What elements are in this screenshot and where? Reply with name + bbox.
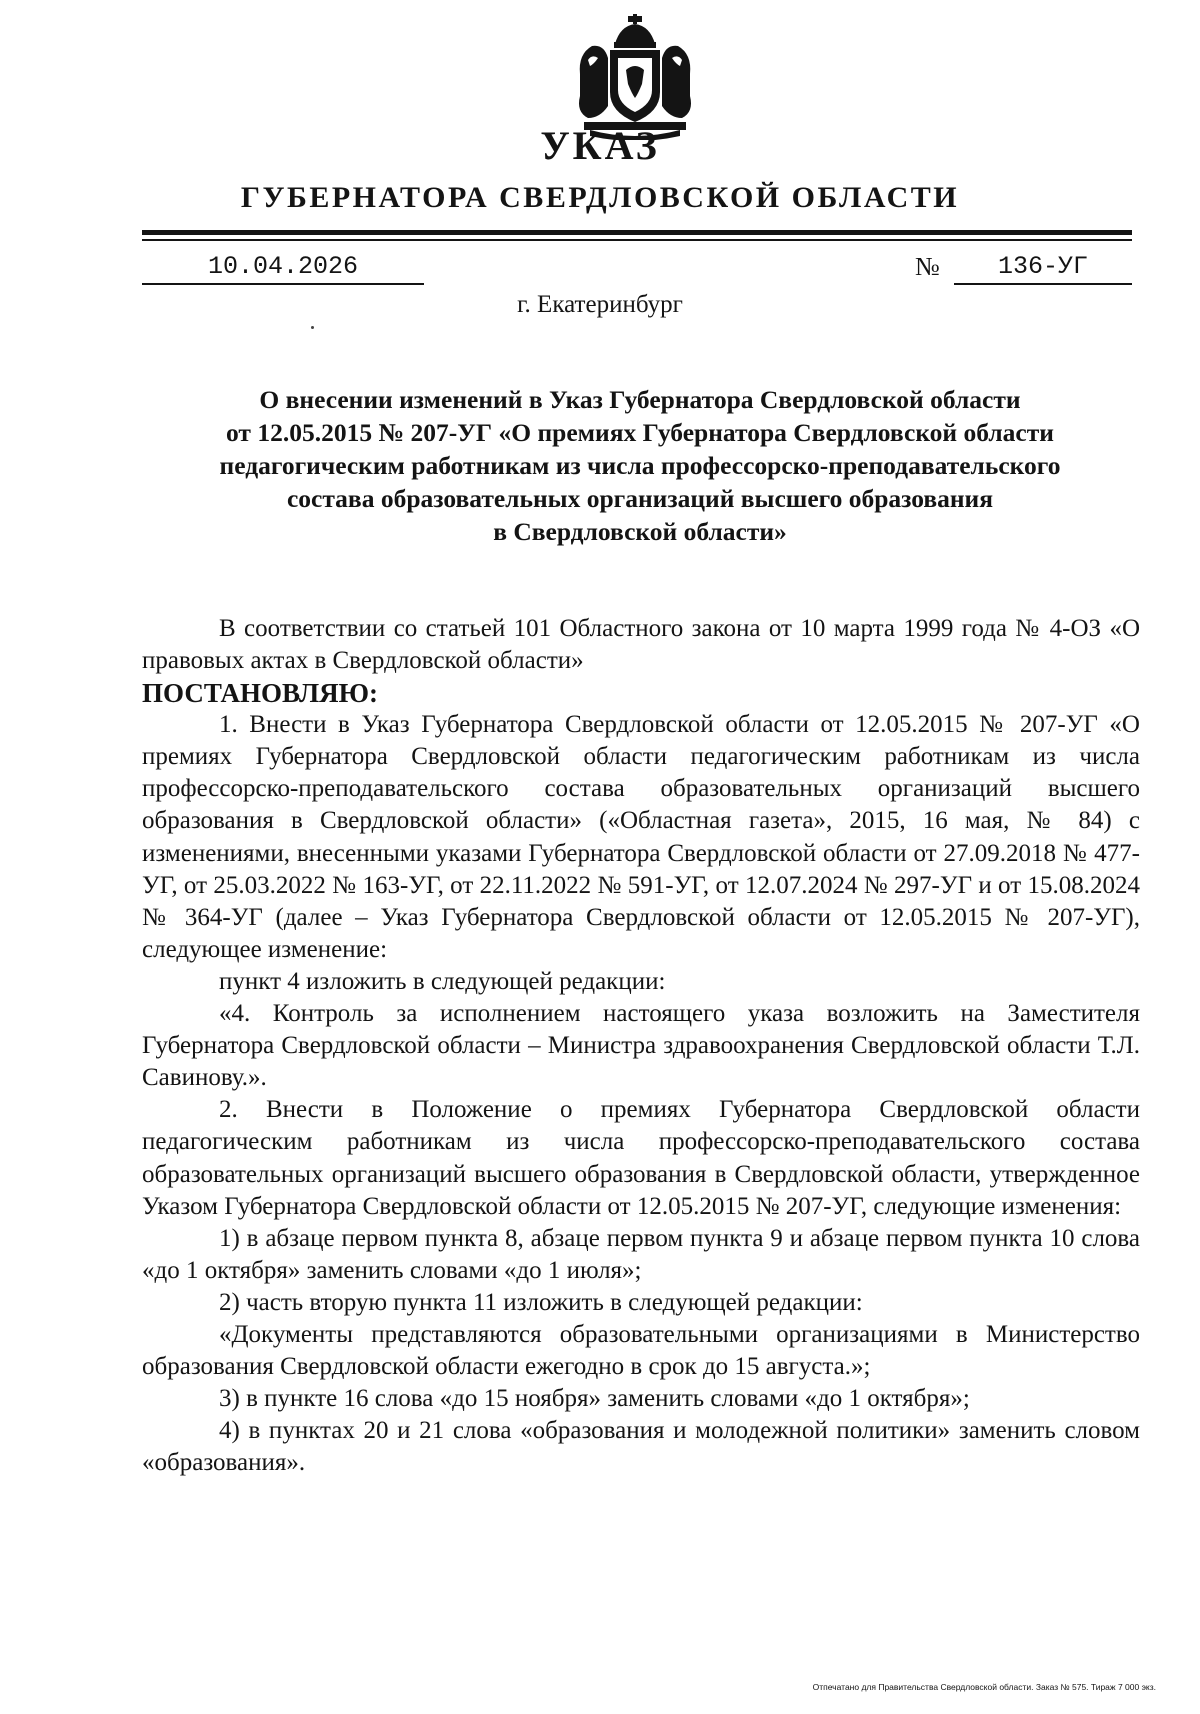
body-paragraph: 3) в пункте 16 слова «до 15 ноября» заменить словами «до 1 октября»;: [219, 1385, 970, 1413]
title-line: в Свердловской области»: [493, 517, 787, 546]
title-line: О внесении изменений в Указ Губернатора Свердловской области: [259, 385, 1021, 414]
body-paragraph: «4. Контроль за исполнением настоящего указа возложить на Заместителя Губернатора Свердловской области – Министра здравоохранения Свердловской области Т.Л. Савинову.».: [142, 1000, 1140, 1092]
body-paragraph: «Документы представляются образовательными организациями в Министерство образования Свердловской области ежегодно в срок до 15 августа.»;: [142, 1320, 1140, 1381]
decree-title: УКАЗ: [540, 123, 660, 168]
body-paragraph: 1) в абзаце первом пункта 8, абзаце первом пункта 9 и абзаце первом пункта 10 слова «до 1 октября» заменить словами «до 1 июля»;: [142, 1224, 1140, 1284]
header-rule-thick: [142, 230, 1132, 235]
number-underline: [954, 283, 1132, 285]
issuing-authority: ГУБЕРНАТОРА СВЕРДЛОВСКОЙ ОБЛАСТИ: [240, 181, 960, 214]
title-line: от 12.05.2015 № 207-УГ «О премиях Губернатора Свердловской области: [226, 418, 1054, 447]
stray-dot: [311, 326, 314, 329]
decree-word: ПОСТАНОВЛЯЮ:: [142, 678, 378, 709]
decree-date: 10.04.2026: [207, 252, 359, 281]
body-paragraph: пункт 4 изложить в следующей редакции:: [219, 967, 666, 995]
header-rule-thin: [142, 239, 1132, 241]
body-paragraph: 2. Внести в Положение о премиях Губернатора Свердловской области педагогическим работникам из числа профессорско-преподавательского состава образовательных организаций высшего образования в Свердловской области, утвержденное Указом Губернатора Свердловской области от 12.05.2015 № 207-УГ, следующие изменения:: [142, 1096, 1140, 1220]
decree-body: [142, 613, 1140, 1479]
print-note: Отпечатано для Правительства Свердловской области. Заказ № 575. Тираж 7 000 экз.: [812, 1682, 1156, 1692]
title-line: педагогическим работникам из числа профессорско-преподавательского: [219, 451, 1061, 480]
body-paragraph: 4) в пунктах 20 и 21 слова «образования и молодежной политики» заменить словом «образования».: [142, 1417, 1140, 1477]
title-line: состава образовательных организаций высшего образования: [286, 484, 994, 513]
number-label: №: [915, 252, 940, 281]
decree-number: 136-УГ: [997, 252, 1088, 281]
city-line: г. Екатеринбург: [517, 291, 683, 318]
body-paragraph: 1. Внести в Указ Губернатора Свердловской области от 12.05.2015 № 207-УГ «О премиях Губернатора Свердловской области педагогическим работникам из числа профессорско-преподавательского состава образовательных организаций высшего образования в Свердловской области» («Областная газета», 2015, 16 мая, № 84) с изменениями, внесенными указами Губернатора Свердловской области от 27.09.2018 № 477-УГ, от 25.03.2022 № 163-УГ, от 22.11.2022 № 591-УГ, от 12.07.2024 № 297-УГ и от 15.08.2024 № 364-УГ (далее – Указ Губернатора Свердловской области от 12.05.2015 № 207-УГ), следующее изменение:: [142, 711, 1140, 963]
date-underline: [142, 283, 424, 285]
preamble-paragraph: В соответствии со статьей 101 Областного закона от 10 марта 1999 года № 4-ОЗ «О правовых актах в Свердловской области»: [142, 615, 1140, 675]
body-paragraph: 2) часть вторую пункта 11 изложить в следующей редакции:: [219, 1288, 863, 1316]
document-subject-title: [160, 383, 1120, 548]
